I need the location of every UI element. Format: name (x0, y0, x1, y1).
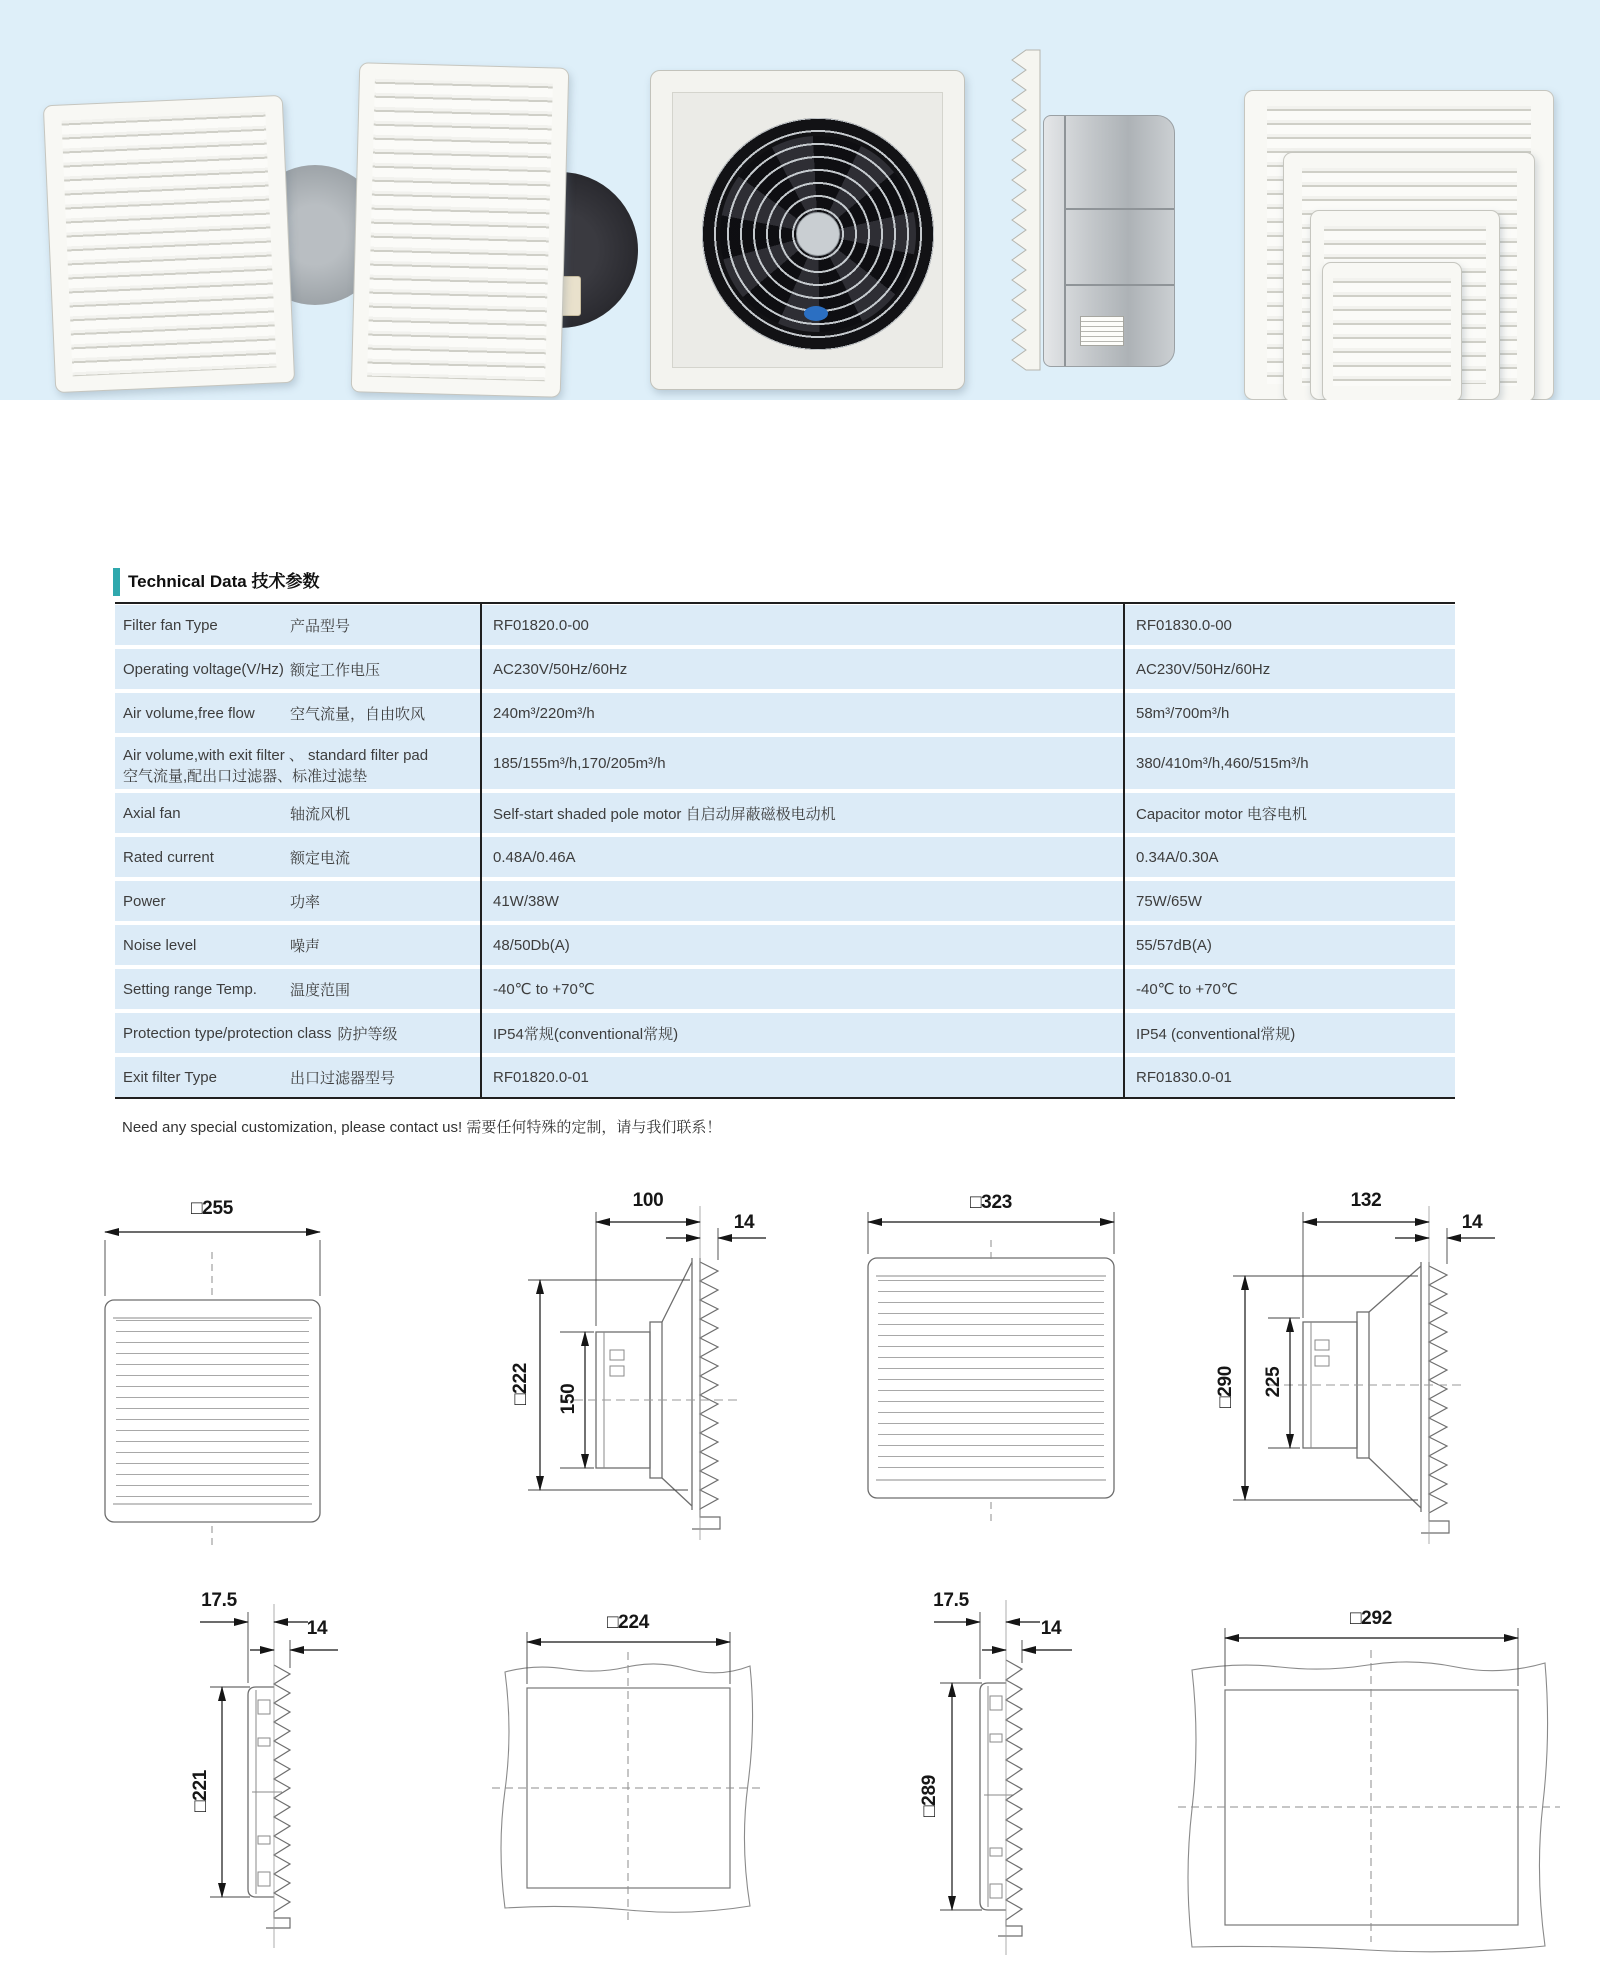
table-row (115, 1057, 1455, 1097)
housing-seam (1064, 116, 1066, 366)
dim-label-292: □292 (1350, 1608, 1392, 1629)
product-photo-fan-side (981, 45, 1186, 400)
row-label: Rated current 额定电流 (123, 848, 351, 867)
product-photo-grille-sizes (1230, 75, 1575, 400)
grille-size-4 (1322, 262, 1462, 400)
row-label: Axial fan 轴流风机 (123, 804, 351, 823)
product-photo-grille-angled (49, 100, 294, 392)
table-divider-2 (1123, 603, 1125, 1099)
value-rf01830: Capacitor motor 电容电机 (1136, 805, 1307, 823)
drawing-profile-221 (200, 1604, 338, 1948)
louvered-grille (351, 62, 570, 397)
table-row (115, 605, 1455, 645)
table-row (115, 969, 1455, 1009)
dim-label-14: 14 (306, 1618, 328, 1639)
accent-bar (113, 568, 120, 596)
louver-slats (367, 79, 554, 382)
value-rf01820: 48/50Db(A) (493, 936, 570, 954)
drawing-front-255 (105, 1232, 320, 1548)
drawing-front-323 (868, 1212, 1114, 1524)
dim-label-221: □221 (190, 1770, 211, 1812)
value-rf01820: RF01820.0-00 (493, 616, 589, 634)
fan-housing-side (1043, 115, 1175, 367)
value-rf01830: 0.34A/0.30A (1136, 848, 1219, 866)
technical-data-table (115, 605, 1455, 1097)
dim-label-14: 14 (733, 1212, 755, 1233)
dim-label-289: □289 (919, 1775, 940, 1817)
value-rf01820: 41W/38W (493, 892, 559, 910)
table-row (115, 1013, 1455, 1053)
row-label: Air volume,with exit filter 、 standard filter pad 空气流量,配出口过滤器、标准过滤垫 (123, 746, 429, 785)
dim-label-224: □224 (607, 1612, 649, 1633)
table-row (115, 793, 1455, 833)
row-label: Exit filter Type 出口过滤器型号 (123, 1068, 396, 1087)
table-row (115, 737, 1455, 789)
dim-label-323: □323 (970, 1192, 1012, 1213)
rating-label (1080, 316, 1124, 346)
table-row (115, 837, 1455, 877)
row-label: Protection type/protection class 防护等级 (123, 1024, 398, 1043)
drawing-profile-289 (934, 1600, 1072, 1955)
drawing-cutout-224 (492, 1632, 765, 1920)
dim-label-14: 14 (1040, 1618, 1062, 1639)
dimension-drawings (0, 1145, 1600, 1965)
table-row (115, 693, 1455, 733)
dim-label-17-5: 17.5 (933, 1590, 969, 1611)
dim-label-255: □255 (191, 1198, 233, 1219)
dim-label-222: □222 (510, 1363, 531, 1405)
value-rf01820: AC230V/50Hz/60Hz (493, 660, 628, 678)
brand-sticker (804, 306, 828, 321)
row-label: Power 功率 (123, 892, 321, 911)
row-label: Setting range Temp. 温度范围 (123, 980, 351, 999)
value-rf01830: AC230V/50Hz/60Hz (1136, 660, 1271, 678)
table-divider-1 (480, 603, 482, 1099)
value-rf01820: IP54常规(conventional常规) (493, 1025, 679, 1043)
value-rf01830: -40℃ to +70℃ (1136, 981, 1238, 998)
louver-slats (61, 112, 277, 377)
value-rf01830: RF01830.0-01 (1136, 1068, 1232, 1086)
value-rf01820: 240m³/220m³/h (493, 704, 595, 722)
customization-note: Need any special customization, please contact us! 需要任何特殊的定制，请与我们联系！ (122, 1119, 722, 1136)
fan-hub (796, 212, 840, 256)
value-rf01820: Self-start shaded pole motor 自启动屏蔽磁极电动机 (493, 805, 836, 823)
serrated-grille-edge (996, 48, 1044, 394)
dim-label-290: □290 (1215, 1366, 1236, 1408)
dim-label-100: 100 (632, 1190, 664, 1211)
table-top-rule (115, 602, 1455, 604)
housing-band (1064, 284, 1174, 286)
dim-label-225: 225 (1263, 1366, 1284, 1398)
dim-label-132: 132 (1350, 1190, 1382, 1211)
row-label: Noise level 噪声 (123, 936, 321, 955)
row-label: Operating voltage(V/Hz) 额定工作电压 (123, 660, 381, 679)
louvered-grille (43, 95, 295, 393)
louver-slats (1333, 278, 1452, 386)
value-rf01830: 75W/65W (1136, 892, 1202, 910)
housing-band (1064, 208, 1174, 210)
product-photo-fan-front (650, 70, 965, 390)
section-title: Technical Data 技术参数 (128, 572, 320, 591)
product-photo-grille-with-fan (355, 65, 655, 400)
dim-label-150: 150 (558, 1383, 579, 1415)
product-banner (0, 0, 1600, 400)
value-rf01830: 55/57dB(A) (1136, 936, 1212, 954)
dim-label-14: 14 (1461, 1212, 1483, 1233)
dim-label-17-5: 17.5 (201, 1590, 237, 1611)
table-row (115, 925, 1455, 965)
value-rf01830: 380/410m³/h,460/515m³/h (1136, 754, 1309, 772)
row-label: Filter fan Type 产品型号 (123, 616, 351, 635)
table-row (115, 881, 1455, 921)
value-rf01820: -40℃ to +70℃ (493, 981, 595, 998)
value-rf01820: RF01820.0-01 (493, 1068, 589, 1086)
value-rf01830: RF01830.0-00 (1136, 616, 1232, 634)
value-rf01820: 185/155m³/h,170/205m³/h (493, 754, 666, 772)
table-row (115, 649, 1455, 689)
drawing-cutout-292 (1178, 1628, 1560, 1952)
value-rf01820: 0.48A/0.46A (493, 848, 576, 866)
value-rf01830: 58m³/700m³/h (1136, 704, 1230, 722)
row-label: Air volume,free flow 空气流量，自由吹风 (123, 704, 426, 723)
value-rf01830: IP54 (conventional常规) (1136, 1025, 1296, 1043)
table-bottom-rule (115, 1097, 1455, 1099)
